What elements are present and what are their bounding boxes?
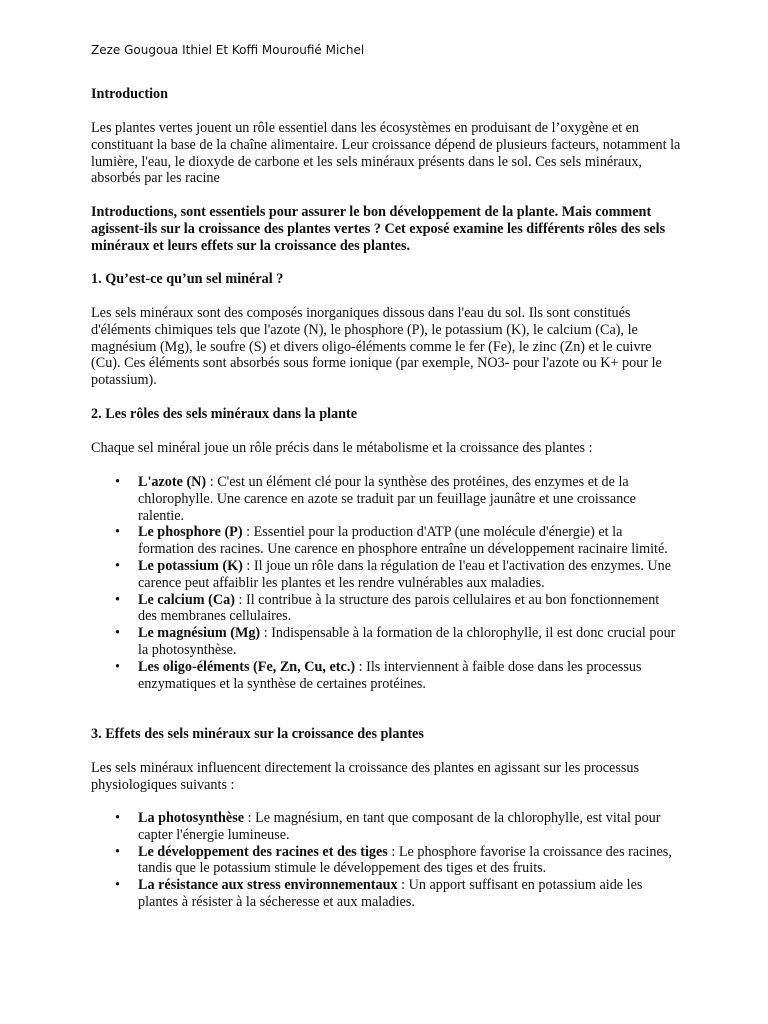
bullet-icon: • [115,658,120,675]
section1-heading: 1. Qu’est-ce qu’un sel minéral ? [91,271,284,287]
list-item [91,877,681,911]
list-item-term: Le potassium (K) [138,557,243,574]
list-item-term: Les oligo-éléments (Fe, Zn, Cu, etc.) [138,658,356,675]
list-item-term: La résistance aux stress environnementaux [138,877,398,894]
list-item [91,474,681,524]
bullet-icon: • [115,810,120,826]
section3-intro: Les sels minéraux influencent directement la croissance des plantes en agissant sur les processus physiologiques suivants : [91,760,640,793]
list-item [91,625,681,659]
list-item-text: : Indispensable à la formation de la chlorophylle, il est donc crucial pour la photosynthèse. [138,625,676,658]
list-item [91,810,681,844]
list-item-text: : Ils interviennent à faible dose dans les processus enzymatiques et la synthèse de certaines protéines. [138,658,642,692]
section2-heading: 2. Les rôles des sels minéraux dans la plante [91,406,358,422]
bullet-icon: • [115,877,120,894]
intro-bold-paragraph: Introductions, sont essentiels pour assurer le bon développement de la plante. Mais comment agissent-ils sur la croissance des plantes vertes ? Cet exposé examine les différents rôles des sels minéraux et leurs effets sur la croissance des plantes. [91,204,666,254]
section2-intro: Chaque sel minéral joue un rôle précis dans le métabolisme et la croissance des plantes : [91,440,593,456]
list-item-text: : C'est un élément clé pour la synthèse des protéines, des enzymes et de la chlorophylle. Une carence en azote se traduit par un feuillage jaunâtre et une croissance ralentie. [138,474,636,524]
list-item-term: Le magnésium (Mg) [138,625,261,642]
list-item-text: : Il contribue à la structure des parois cellulaires et au bon fonctionnement des membranes cellulaires. [138,591,660,625]
bullet-icon: • [115,524,120,541]
list-item-text: : Il joue un rôle dans la régulation de l'eau et l'activation des enzymes. Une carence peut affaiblir les plantes et les rendre vulnérables aux maladies. [138,557,672,591]
author-line: Zeze Gougoua Ithiel Et Koffi Mouroufié Michel [91,43,365,57]
list-item-term: Le calcium (Ca) [138,591,235,608]
list-item [91,659,681,693]
list-item [91,524,681,558]
list-item [91,558,681,592]
bullet-icon: • [115,591,120,608]
list-item [91,592,681,626]
list-item-term: La photosynthèse [138,810,245,826]
bullet-icon: • [115,843,120,860]
bullet-icon: • [115,557,120,574]
section3-heading: 3. Effets des sels minéraux sur la croissance des plantes [91,726,424,742]
list-item-text: : Essentiel pour la production d'ATP (une molécule d'énergie) et la formation des racines. Une carence en phosphore entraîne un développement racinaire limité. [138,524,668,558]
intro-heading: Introduction [91,86,168,102]
list-item-text: : Un apport suffisant en potassium aide les plantes à résister à la sécheresse et aux maladies. [138,877,643,910]
list-item [91,844,681,878]
section1-paragraph: Les sels minéraux sont des composés inorganiques dissous dans l'eau du sol. Ils sont constitués d'éléments chimiques tels que l'azote (N), le phosphore (P), le potassium (K), le calcium (Ca), le magnésium (Mg), le soufre (S) et divers oligo-éléments comme le fer (Fe), le zinc (Zn) et le cuivre (Cu). Ces éléments sont absorbés sous forme ionique (par exemple, NO3- pour l'azote ou K+ pour le potassium). [91,305,662,389]
list-item-term: Le développement des racines et des tiges [138,843,388,860]
intro-paragraph: Les plantes vertes jouent un rôle essentiel dans les écosystèmes en produisant de l’oxygène et en constituant la base de la chaîne alimentaire. Leur croissance dépend de plusieurs facteurs, notamment la lumière, l'eau, le dioxyde de carbone et les sels minéraux présents dans le sol. Ces sels minéraux, absorbés par les racine [91,120,681,187]
list-item-text: : Le phosphore favorise la croissance des racines, tandis que le potassium stimule le développement des tiges et des fruits. [138,843,672,877]
bullet-icon: • [115,625,120,642]
list-item-term: L'azote (N) [138,474,207,490]
section3-list [91,810,681,911]
list-item-term: Le phosphore (P) [138,524,243,541]
section2-list [91,474,681,692]
bullet-icon: • [115,474,120,490]
list-item-text: : Le magnésium, en tant que composant de la chlorophylle, est vital pour capter l'énergie lumineuse. [138,810,661,843]
